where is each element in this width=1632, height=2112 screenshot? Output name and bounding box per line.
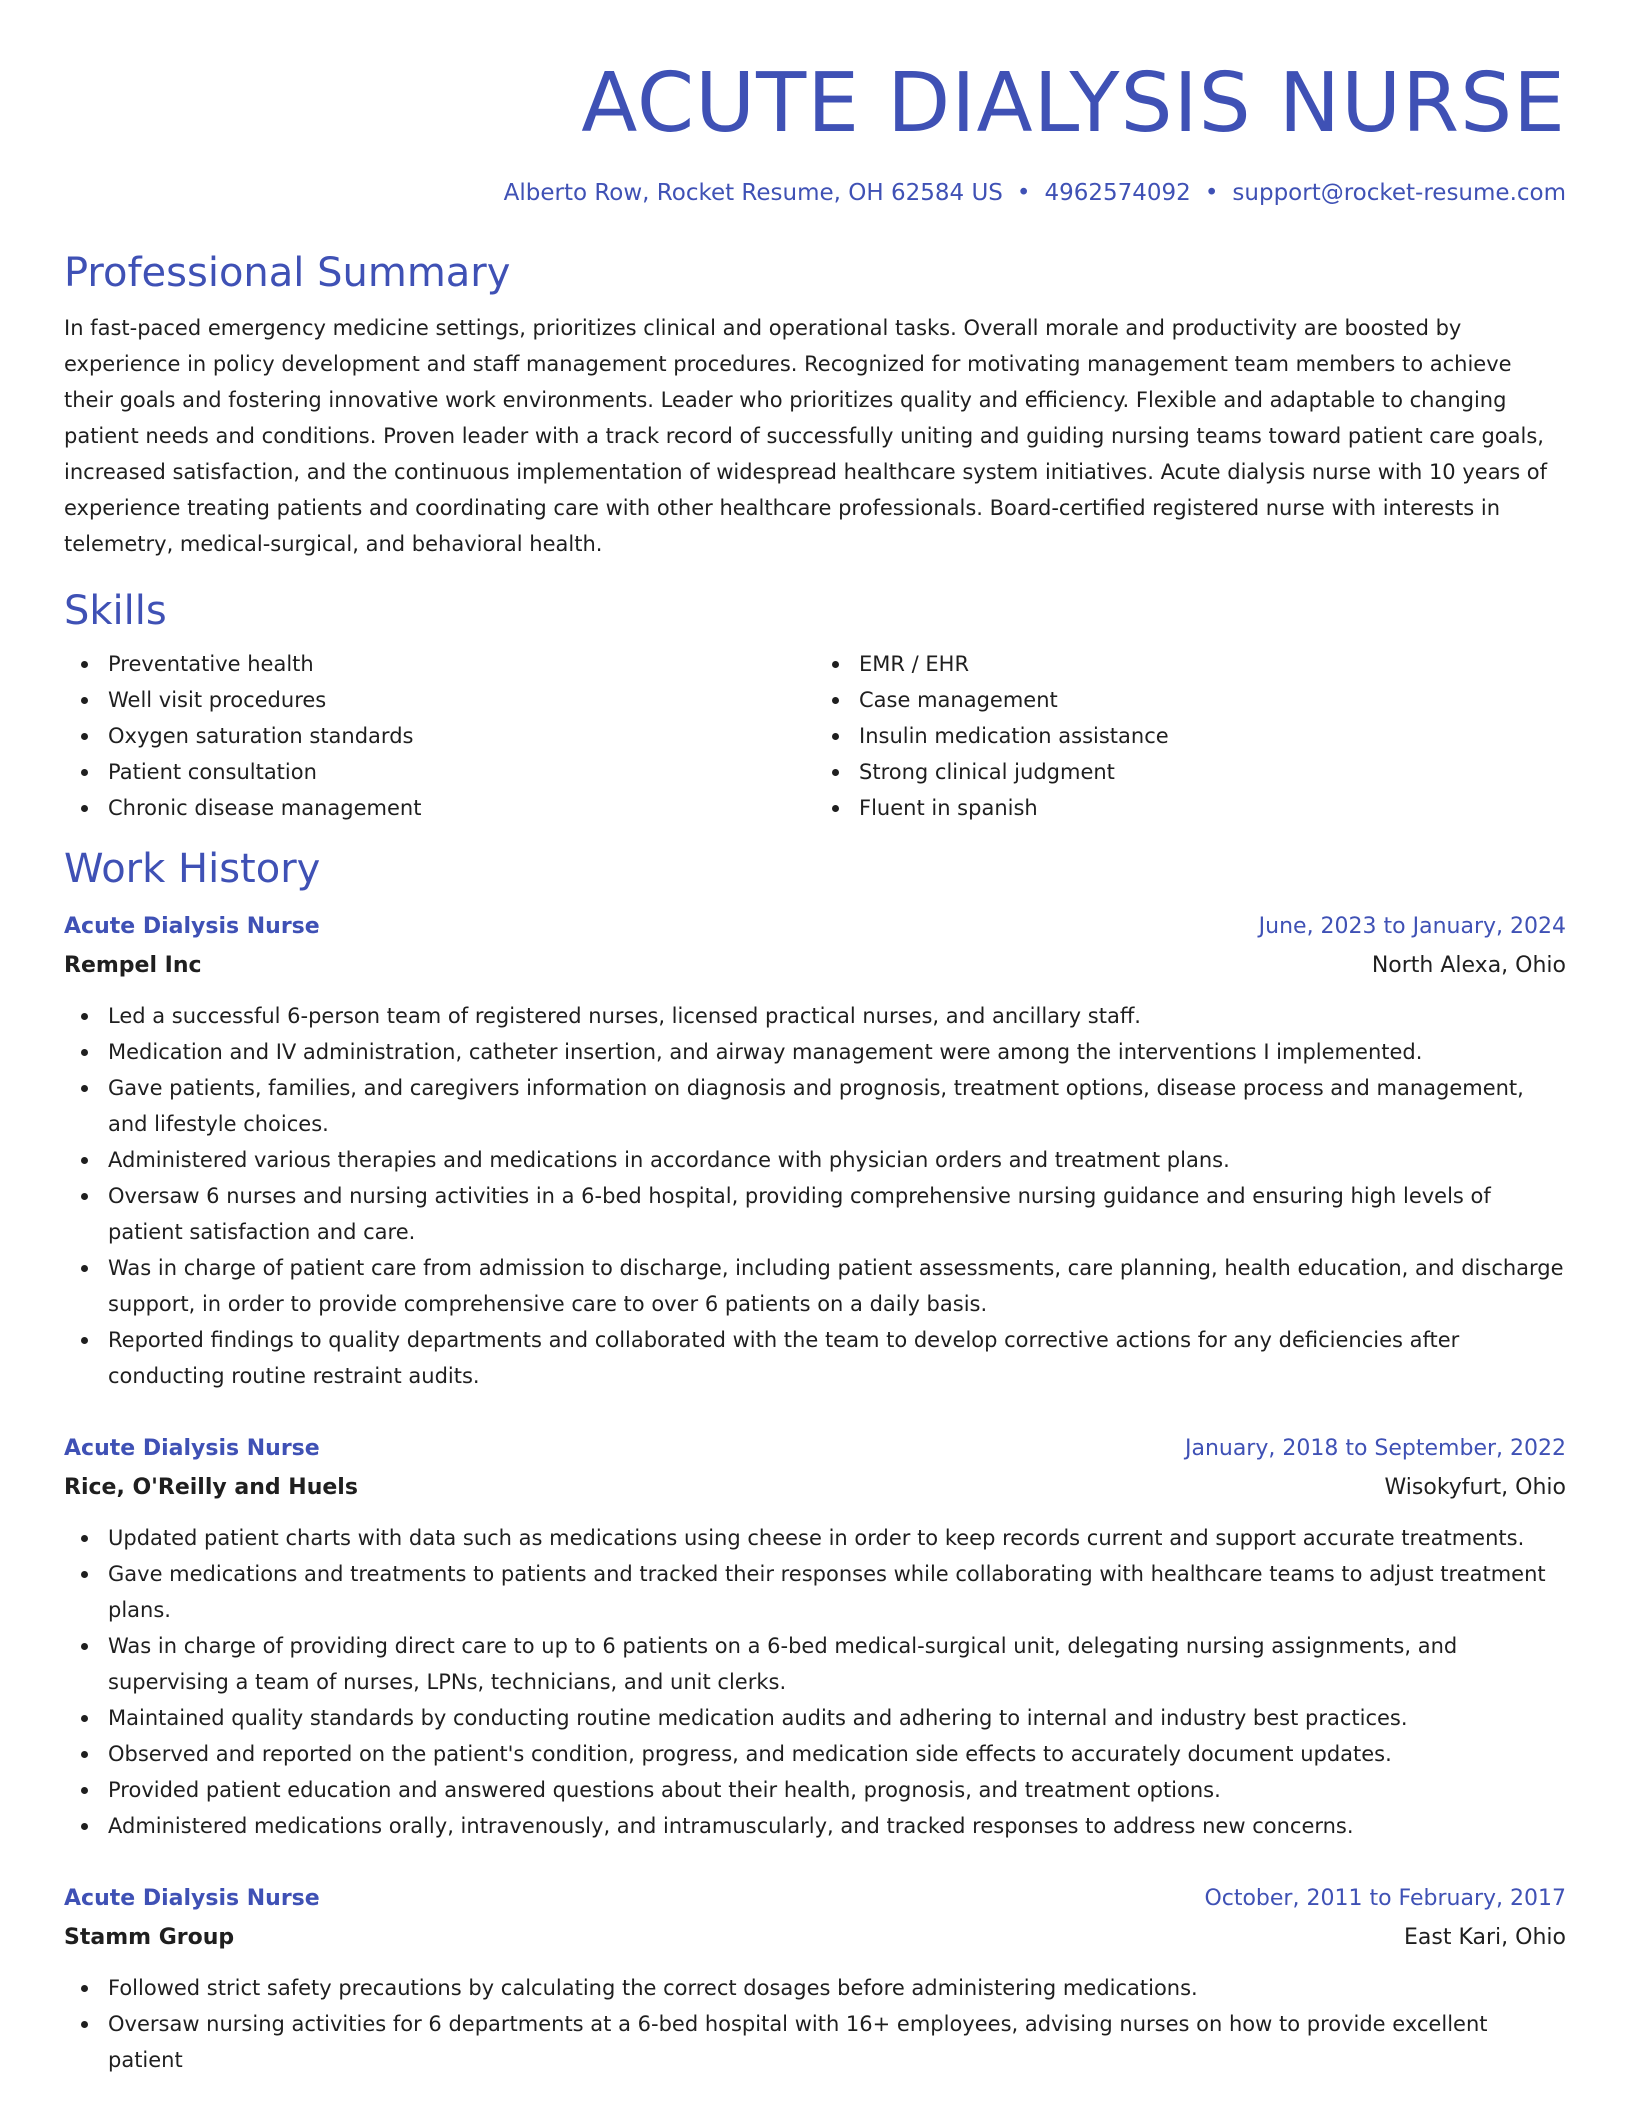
job-entry — [64, 1430, 1566, 1844]
skill-item: Well visit procedures — [64, 682, 815, 718]
job-bullets — [64, 1970, 1566, 2078]
job-company: Rempel Inc — [64, 953, 202, 978]
job-title: Acute Dialysis Nurse — [64, 1886, 320, 1911]
job-company-row — [64, 1468, 1566, 1508]
contact-separator: • — [1204, 180, 1219, 206]
skill-item: Strong clinical judgment — [815, 754, 1566, 790]
job-bullet: Was in charge of providing direct care to up to 6 patients on a 6-bed medical-surgical unit, delegating nursing assignments, and supervising a team of nurses, LPNs, technicians, and unit clerks. — [64, 1628, 1566, 1700]
job-bullet: Followed strict safety precautions by calculating the correct dosages before administering medications. — [64, 1970, 1566, 2006]
job-company-row — [64, 946, 1566, 986]
section-heading-skills: Skills — [64, 588, 167, 634]
job-title: Acute Dialysis Nurse — [64, 1436, 320, 1461]
job-entry — [64, 908, 1566, 1394]
job-bullet: Reported findings to quality departments and collaborated with the team to develop corrective actions for any deficiencies after conducting routine restraint audits. — [64, 1322, 1566, 1394]
contact-address: Alberto Row, Rocket Resume, OH 62584 US — [503, 180, 1003, 206]
skills-column-right — [815, 646, 1566, 826]
job-company: Stamm Group — [64, 1925, 235, 1950]
skill-item: Oxygen saturation standards — [64, 718, 815, 754]
job-location: Wisokyfurt, Ohio — [1384, 1475, 1566, 1500]
job-header-row — [64, 1880, 1566, 1918]
job-bullets — [64, 1520, 1566, 1844]
section-heading-summary: Professional Summary — [64, 250, 511, 296]
job-bullet: Administered medications orally, intravenously, and intramuscularly, and tracked responses to address new concerns. — [64, 1808, 1566, 1844]
skill-item: EMR / EHR — [815, 646, 1566, 682]
skill-item: Preventative health — [64, 646, 815, 682]
job-header-row — [64, 908, 1566, 946]
job-bullet: Led a successful 6-person team of registered nurses, licensed practical nurses, and ancillary staff. — [64, 998, 1566, 1034]
skill-item: Insulin medication assistance — [815, 718, 1566, 754]
skills-list — [64, 646, 1566, 826]
job-bullet: Was in charge of patient care from admission to discharge, including patient assessments, care planning, health education, and discharge support, in order to provide comprehensive care to over 6 patients on a daily basis. — [64, 1250, 1566, 1322]
skill-item: Chronic disease management — [64, 790, 815, 826]
job-bullet: Administered various therapies and medications in accordance with physician orders and treatment plans. — [64, 1142, 1566, 1178]
skill-item: Case management — [815, 682, 1566, 718]
skill-item: Fluent in spanish — [815, 790, 1566, 826]
job-bullet: Gave patients, families, and caregivers information on diagnosis and prognosis, treatment options, disease process and management, and lifestyle choices. — [64, 1070, 1566, 1142]
job-dates: October, 2011 to February, 2017 — [1204, 1886, 1566, 1911]
contact-email[interactable]: support@rocket-resume.com — [1232, 180, 1566, 206]
job-header-row — [64, 1430, 1566, 1468]
section-heading-work-history: Work History — [64, 846, 321, 892]
job-entry — [64, 1880, 1566, 2078]
job-bullet: Gave medications and treatments to patients and tracked their responses while collaborating with healthcare teams to adjust treatment plans. — [64, 1556, 1566, 1628]
job-dates: January, 2018 to September, 2022 — [1184, 1436, 1566, 1461]
job-bullet: Oversaw nursing activities for 6 departments at a 6-bed hospital with 16+ employees, advising nurses on how to provide excellent patient — [64, 2006, 1566, 2078]
job-location: East Kari, Ohio — [1404, 1925, 1566, 1950]
job-company-row — [64, 1918, 1566, 1958]
resume-title: ACUTE DIALYSIS NURSE — [581, 56, 1566, 151]
skills-column-left — [64, 646, 815, 826]
job-bullet: Provided patient education and answered questions about their health, prognosis, and treatment options. — [64, 1772, 1566, 1808]
job-company: Rice, O'Reilly and Huels — [64, 1475, 358, 1500]
job-dates: June, 2023 to January, 2024 — [1258, 914, 1566, 939]
job-bullet: Updated patient charts with data such as medications using cheese in order to keep records current and support accurate treatments. — [64, 1520, 1566, 1556]
job-bullet: Observed and reported on the patient's condition, progress, and medication side effects to accurately document updates. — [64, 1736, 1566, 1772]
resume-page — [64, 0, 1566, 2078]
summary-text: In fast-paced emergency medicine settings, prioritizes clinical and operational tasks. Overall morale and productivity are boosted by experience in policy development and staff management procedures. Recognized for motivating management team members to achieve their goals and fostering innovative work environments. Leader who prioritizes quality and efficiency. Flexible and adaptable to changing patient needs and conditions. Proven leader with a track record of successfully uniting and guiding nursing teams toward patient care goals, increased satisfaction, and the continuous implementation of widespread healthcare system initiatives. Acute dialysis nurse with 10 years of experience treating patients and coordinating care with other healthcare professionals. Board-certified registered nurse with interests in telemetry, medical-surgical, and behavioral health. — [64, 316, 1548, 556]
contact-phone: 4962574092 — [1044, 180, 1191, 206]
job-bullet: Maintained quality standards by conducting routine medication audits and adhering to internal and industry best practices. — [64, 1700, 1566, 1736]
job-title: Acute Dialysis Nurse — [64, 914, 320, 939]
job-bullets — [64, 998, 1566, 1394]
job-bullet: Medication and IV administration, catheter insertion, and airway management were among the interventions I implemented. — [64, 1034, 1566, 1070]
job-bullet: Oversaw 6 nurses and nursing activities in a 6-bed hospital, providing comprehensive nursing guidance and ensuring high levels of patient satisfaction and care. — [64, 1178, 1566, 1250]
contact-separator: • — [1016, 180, 1031, 206]
contact-line — [64, 176, 1566, 210]
skill-item: Patient consultation — [64, 754, 815, 790]
job-location: North Alexa, Ohio — [1371, 953, 1566, 978]
